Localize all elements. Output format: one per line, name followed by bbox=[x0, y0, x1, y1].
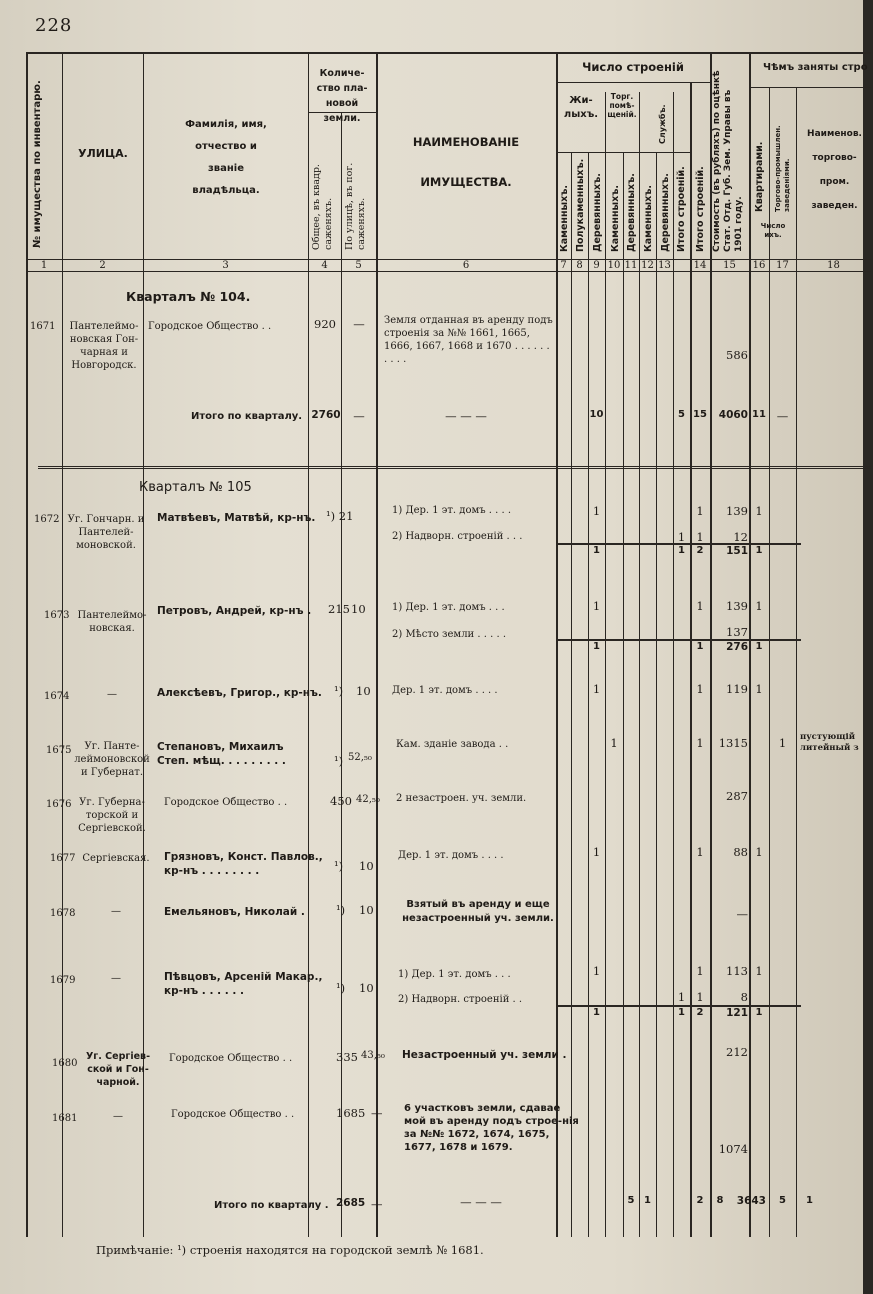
colnum-4: 4 bbox=[321, 260, 328, 271]
row-1679-street: — bbox=[111, 973, 121, 984]
block104-total-c13: 5 bbox=[678, 409, 685, 420]
header-c15: Итого строеній. bbox=[695, 166, 706, 252]
block104-total-value: 4060 bbox=[718, 409, 748, 421]
row-1681-owner: Городское Общество . . bbox=[171, 1109, 295, 1120]
row-1681-no: 1681 bbox=[52, 1113, 78, 1124]
row-1680-desc: Незастроенный уч. земли . bbox=[402, 1049, 567, 1061]
row-1679-c14-2: 1 bbox=[696, 990, 704, 1004]
inventory-table bbox=[26, 52, 871, 1237]
row-1672-sub-c13: 1 bbox=[678, 545, 685, 556]
row-1674-desc: Дер. 1 эт. домъ . . . . bbox=[392, 685, 498, 696]
block105-total-c16: 5 bbox=[779, 1195, 786, 1206]
row-1673-front: 10 bbox=[351, 602, 366, 616]
row-1672-street: Уг. Гончарн. и Пантелей-моновской. bbox=[67, 514, 145, 551]
row-1676-front: 42,₅₀ bbox=[356, 794, 380, 805]
header-building-count: Число строеній bbox=[582, 60, 684, 74]
colnum-9: 9 bbox=[593, 260, 600, 271]
block104-total-area: 2760 bbox=[311, 409, 341, 421]
row-1672-c13-2: 1 bbox=[677, 530, 686, 544]
row-1677-no: 1677 bbox=[50, 853, 76, 864]
row-1679-desc-1: 1) Дер. 1 эт. домъ . . . bbox=[398, 969, 511, 980]
row-1673-street: Пантелеймо-новская. bbox=[77, 610, 147, 634]
row-1672-value-1: 139 bbox=[726, 504, 748, 518]
row-1679-c13-2: 1 bbox=[677, 990, 686, 1004]
row-1672-sub-c14: 2 bbox=[696, 545, 704, 556]
row-1678-no: 1678 bbox=[50, 908, 76, 919]
row-1676-area: 450 bbox=[330, 794, 352, 808]
row-1675-area: ¹) bbox=[334, 754, 344, 768]
row-1673-sub-c16: 1 bbox=[755, 641, 763, 652]
row-1675-c17: 1 bbox=[778, 736, 787, 750]
colnum-2: 2 bbox=[99, 260, 106, 271]
row-1678-owner: Емельяновъ, Николай . bbox=[164, 906, 305, 918]
colnum-17: 17 bbox=[776, 260, 789, 271]
row-1673-desc-1: 1) Дер. 1 эт. домъ . . . bbox=[392, 602, 505, 613]
row-1677-desc: Дер. 1 эт. домъ . . . . bbox=[398, 850, 504, 861]
row-1671-street: Пантелеймо-новская Гон-чарная и Новгородск. bbox=[69, 321, 139, 371]
row-1675-no: 1675 bbox=[46, 745, 72, 756]
row-1674-value: 119 bbox=[726, 682, 748, 696]
header-value: Стоимость (въ рубляхъ) по оцѣнкѣ Стат. Отд. Губ. Зем. Управы въ 1901 году. bbox=[712, 70, 744, 252]
header-owner: Фамилія, имя, отчество и званіе владѣльца. bbox=[185, 119, 267, 196]
row-1671-desc: Земля отданная въ аренду подъ строенія за №№ 1661, 1665, 1666, 1667, 1668 и 1670 . . . . . . . . . . bbox=[384, 315, 553, 365]
header-residential: Жи-лыхъ. bbox=[563, 95, 599, 120]
row-1680-owner: Городское Общество . . bbox=[169, 1053, 293, 1064]
row-1679-front: 10 bbox=[359, 981, 374, 995]
row-1679-value-1: 113 bbox=[726, 964, 748, 978]
header-land-amount: Количе-ство пла-новой земли. bbox=[316, 68, 368, 124]
row-1679-sub-c16: 1 bbox=[755, 1007, 763, 1018]
row-1672-c14-1: 1 bbox=[696, 504, 704, 518]
row-1673-no: 1673 bbox=[44, 610, 70, 621]
row-1673-c9-1: 1 bbox=[592, 599, 601, 613]
header-c12: Каменныхъ. bbox=[643, 185, 654, 252]
row-1679-no: 1679 bbox=[50, 975, 76, 986]
block105-total-c13: 2 bbox=[696, 1195, 704, 1206]
header-c8: Полукаменныхъ. bbox=[575, 158, 586, 252]
row-1672-area: ¹) 21 bbox=[326, 509, 354, 523]
block104-total-c17: — bbox=[776, 409, 789, 423]
row-1675-c10: 1 bbox=[610, 736, 618, 750]
row-1678-front: 10 bbox=[359, 903, 374, 917]
row-1673-owner: Петровъ, Андрей, кр-нъ . bbox=[157, 605, 312, 617]
row-1673-area: 215 bbox=[328, 602, 350, 616]
header-c7: Каменныхъ. bbox=[559, 185, 570, 252]
row-1672-c16-1: 1 bbox=[755, 504, 763, 518]
row-1672-owner: Матвѣевъ, Матвѣй, кр-нъ. bbox=[157, 512, 316, 524]
block105-total-c17: 1 bbox=[806, 1195, 813, 1206]
row-1674-c9: 1 bbox=[592, 682, 601, 696]
block105-total-area: 2685 bbox=[336, 1197, 366, 1209]
row-1676-street: Уг. Губерна-торской и Сергіевской. bbox=[78, 797, 146, 834]
block105-total-front: — bbox=[371, 1197, 383, 1211]
header-c11: Деревянныхъ. bbox=[626, 173, 637, 252]
row-1681-street: — bbox=[113, 1111, 123, 1122]
row-1672-c14-2: 1 bbox=[696, 530, 704, 544]
row-1676-no: 1676 bbox=[46, 799, 72, 810]
row-1674-street: — bbox=[107, 689, 117, 700]
header-occupied: Чѣмъ заняты стро bbox=[763, 62, 868, 73]
block105-total-c9: 5 bbox=[627, 1195, 635, 1206]
row-1675-c18: пустующій литейный з bbox=[800, 732, 859, 753]
colnum-13: 13 bbox=[658, 260, 671, 271]
row-1679-area: ¹) bbox=[336, 981, 346, 995]
row-1679-value-2: 8 bbox=[740, 990, 748, 1004]
row-1680-street: Уг. Сергіев-ской и Гон-чарной. bbox=[85, 1051, 151, 1088]
row-1672-desc-1: 1) Дер. 1 эт. домъ . . . . bbox=[392, 505, 512, 516]
row-1672-sub-value: 151 bbox=[726, 545, 748, 557]
row-1674-area: ¹) bbox=[334, 684, 344, 698]
footnote: Примѣчаніе: ¹) строенія находятся на городской землѣ № 1681. bbox=[96, 1243, 484, 1257]
row-1676-owner: Городское Общество . . bbox=[164, 797, 288, 808]
row-1673-c16-1: 1 bbox=[755, 599, 763, 613]
row-1679-c14-1: 1 bbox=[696, 964, 704, 978]
header-c16b: Число ихъ. bbox=[760, 222, 786, 239]
row-1678-street: — bbox=[111, 906, 121, 917]
row-1672-desc-2: 2) Надворн. строеній . . . bbox=[392, 531, 523, 542]
row-1677-street: Сергіевская. bbox=[82, 853, 150, 864]
row-1674-no: 1674 bbox=[44, 691, 70, 702]
row-1681-value: 1074 bbox=[718, 1142, 748, 1156]
page-number: 228 bbox=[35, 15, 73, 36]
header-c10: Каменныхъ. bbox=[610, 185, 621, 252]
row-1680-area: 335 bbox=[336, 1050, 358, 1064]
colnum-18: 18 bbox=[827, 260, 840, 271]
row-1676-desc: 2 незастроен. уч. земли. bbox=[396, 793, 527, 804]
row-1675-c14: 1 bbox=[696, 736, 704, 750]
block104-total-desc: — — — bbox=[445, 409, 487, 423]
row-1677-value: 88 bbox=[733, 845, 748, 859]
row-1677-front: 10 bbox=[359, 859, 374, 873]
block105-title: Кварталъ № 105 bbox=[139, 480, 252, 495]
row-1672-value-2: 12 bbox=[733, 530, 748, 544]
row-1671-no: 1671 bbox=[30, 321, 56, 332]
colnum-8: 8 bbox=[576, 260, 583, 271]
header-c9: Деревянныхъ. bbox=[592, 173, 603, 252]
header-c14: Итого строеній. bbox=[676, 166, 687, 252]
row-1675-owner: Степановъ, Михаилъ Степ. мѣщ. . . . . . . . . bbox=[157, 741, 286, 767]
header-c16: Квартирами. bbox=[754, 141, 765, 212]
row-1681-desc: 6 участковъ земли, сдавае мой въ аренду подъ строе-нія за №№ 1672, 1674, 1675, 1677, 1678 и 1679. bbox=[404, 1103, 579, 1153]
row-1673-sub-value: 276 bbox=[726, 641, 748, 653]
row-1671-owner: Городское Общество . . bbox=[148, 321, 272, 332]
row-1679-desc-2: 2) Надворн. строеній . . bbox=[398, 994, 523, 1005]
header-street: УЛИЦА. bbox=[78, 147, 128, 160]
row-1675-desc: Кам. зданіе завода . . bbox=[396, 739, 509, 750]
row-1680-value: 212 bbox=[726, 1045, 748, 1059]
row-1673-desc-2: 2) Мѣсто земли . . . . . bbox=[392, 629, 506, 640]
colnum-5: 5 bbox=[355, 260, 362, 271]
colnum-1: 1 bbox=[40, 260, 48, 271]
colnum-10: 10 bbox=[607, 260, 621, 271]
row-1680-no: 1680 bbox=[52, 1058, 78, 1069]
colnum-3: 3 bbox=[222, 260, 229, 271]
block104-total-front: — bbox=[353, 409, 365, 423]
row-1678-area: ¹) bbox=[336, 903, 346, 917]
row-1677-c14: 1 bbox=[696, 845, 704, 859]
row-1674-owner: Алексѣевъ, Григор., кр-нъ. bbox=[157, 687, 322, 699]
row-1680-front: 43,₅₀ bbox=[361, 1050, 385, 1061]
row-1679-owner: Пѣвцовъ, Арсеній Макар., кр-нъ . . . . . . bbox=[164, 971, 323, 997]
header-property-name: НАИМЕНОВАНІЕ ИМУЩЕСТВА. bbox=[412, 135, 520, 189]
colnum-7: 7 bbox=[560, 260, 567, 271]
block104-total-c16: 11 bbox=[752, 409, 766, 420]
header-c13: Деревянныхъ. bbox=[660, 173, 671, 252]
row-1678-desc: Взятый въ аренду и еще незастроенный уч. земли. bbox=[402, 899, 554, 924]
row-1672-no: 1672 bbox=[34, 514, 60, 525]
row-1675-street: Уг. Панте-леймоновской и Губернат. bbox=[74, 741, 150, 778]
row-1673-sub-c9: 1 bbox=[593, 641, 600, 652]
block104-total-c9: 10 bbox=[589, 409, 604, 420]
colnum-12: 12 bbox=[641, 260, 654, 271]
row-1679-sub-c9: 1 bbox=[593, 1007, 600, 1018]
row-1673-value-1: 139 bbox=[726, 599, 748, 613]
header-total-area: Общее, въ квадр. саженяхъ. bbox=[311, 164, 334, 250]
row-1673-c14-1: 1 bbox=[696, 599, 704, 613]
row-1679-sub-c13: 1 bbox=[678, 1007, 685, 1018]
row-1681-front: — bbox=[371, 1106, 383, 1120]
row-1672-sub-c9: 1 bbox=[593, 545, 600, 556]
header-service: Службъ. bbox=[658, 104, 667, 144]
row-1679-sub-c14: 2 bbox=[696, 1007, 704, 1018]
colnum-6: 6 bbox=[462, 260, 470, 271]
row-1675-value: 1315 bbox=[718, 736, 748, 750]
row-1677-owner: Грязновъ, Конст. Павлов., кр-нъ . . . . . . . . bbox=[164, 851, 323, 877]
block105-total-label: Итого по кварталу . bbox=[214, 1200, 329, 1211]
block105-total-c14: 8 bbox=[716, 1195, 724, 1206]
row-1671-area: 920 bbox=[314, 317, 336, 331]
row-1679-sub-value: 121 bbox=[726, 1007, 748, 1019]
row-1672-sub-c16: 1 bbox=[755, 545, 763, 556]
row-1677-c9: 1 bbox=[592, 845, 601, 859]
row-1677-area: ¹) bbox=[334, 859, 344, 873]
row-1679-c16-1: 1 bbox=[755, 964, 763, 978]
colnum-11: 11 bbox=[624, 260, 638, 271]
header-frontage: По улицѣ, въ пог. саженяхъ. bbox=[344, 162, 367, 250]
block105-total-desc: — — — bbox=[460, 1195, 502, 1209]
header-inventory-no: № имущества по инвентарю. bbox=[32, 80, 43, 248]
row-1674-c14: 1 bbox=[696, 682, 704, 696]
row-1671-front: — bbox=[353, 317, 365, 331]
block104-title: Кварталъ № 104. bbox=[126, 289, 251, 304]
row-1672-c9-1: 1 bbox=[592, 504, 601, 518]
block105-total-value: 3643 bbox=[736, 1195, 766, 1207]
block105-total-c10: 1 bbox=[644, 1195, 651, 1206]
row-1677-c16: 1 bbox=[755, 845, 763, 859]
row-1673-sub-c14: 1 bbox=[696, 641, 704, 652]
block104-total-c14: 15 bbox=[693, 409, 707, 420]
header-c17: Торгово-промышлен. заведеніями. bbox=[774, 125, 791, 212]
row-1676-value: 287 bbox=[726, 789, 748, 803]
row-1673-value-2: 137 bbox=[726, 625, 748, 639]
header-c18: Наименов. торгово-пром. заведен. bbox=[807, 129, 862, 211]
row-1681-area: 1685 bbox=[336, 1106, 366, 1120]
colnum-16: 16 bbox=[752, 260, 766, 271]
row-1675-front: 52,₅₀ bbox=[348, 752, 372, 763]
row-1679-c9-1: 1 bbox=[592, 964, 601, 978]
row-1674-front: 10 bbox=[356, 684, 371, 698]
block104-total-label: Итого по кварталу. bbox=[191, 411, 303, 422]
row-1678-value: — bbox=[736, 907, 748, 921]
colnum-14: 14 bbox=[693, 260, 707, 271]
header-trade: Торг. помѣ-щеній. bbox=[607, 92, 637, 119]
row-1671-value: 586 bbox=[726, 348, 748, 362]
row-1674-c16: 1 bbox=[755, 682, 763, 696]
colnum-15: 15 bbox=[723, 260, 736, 271]
